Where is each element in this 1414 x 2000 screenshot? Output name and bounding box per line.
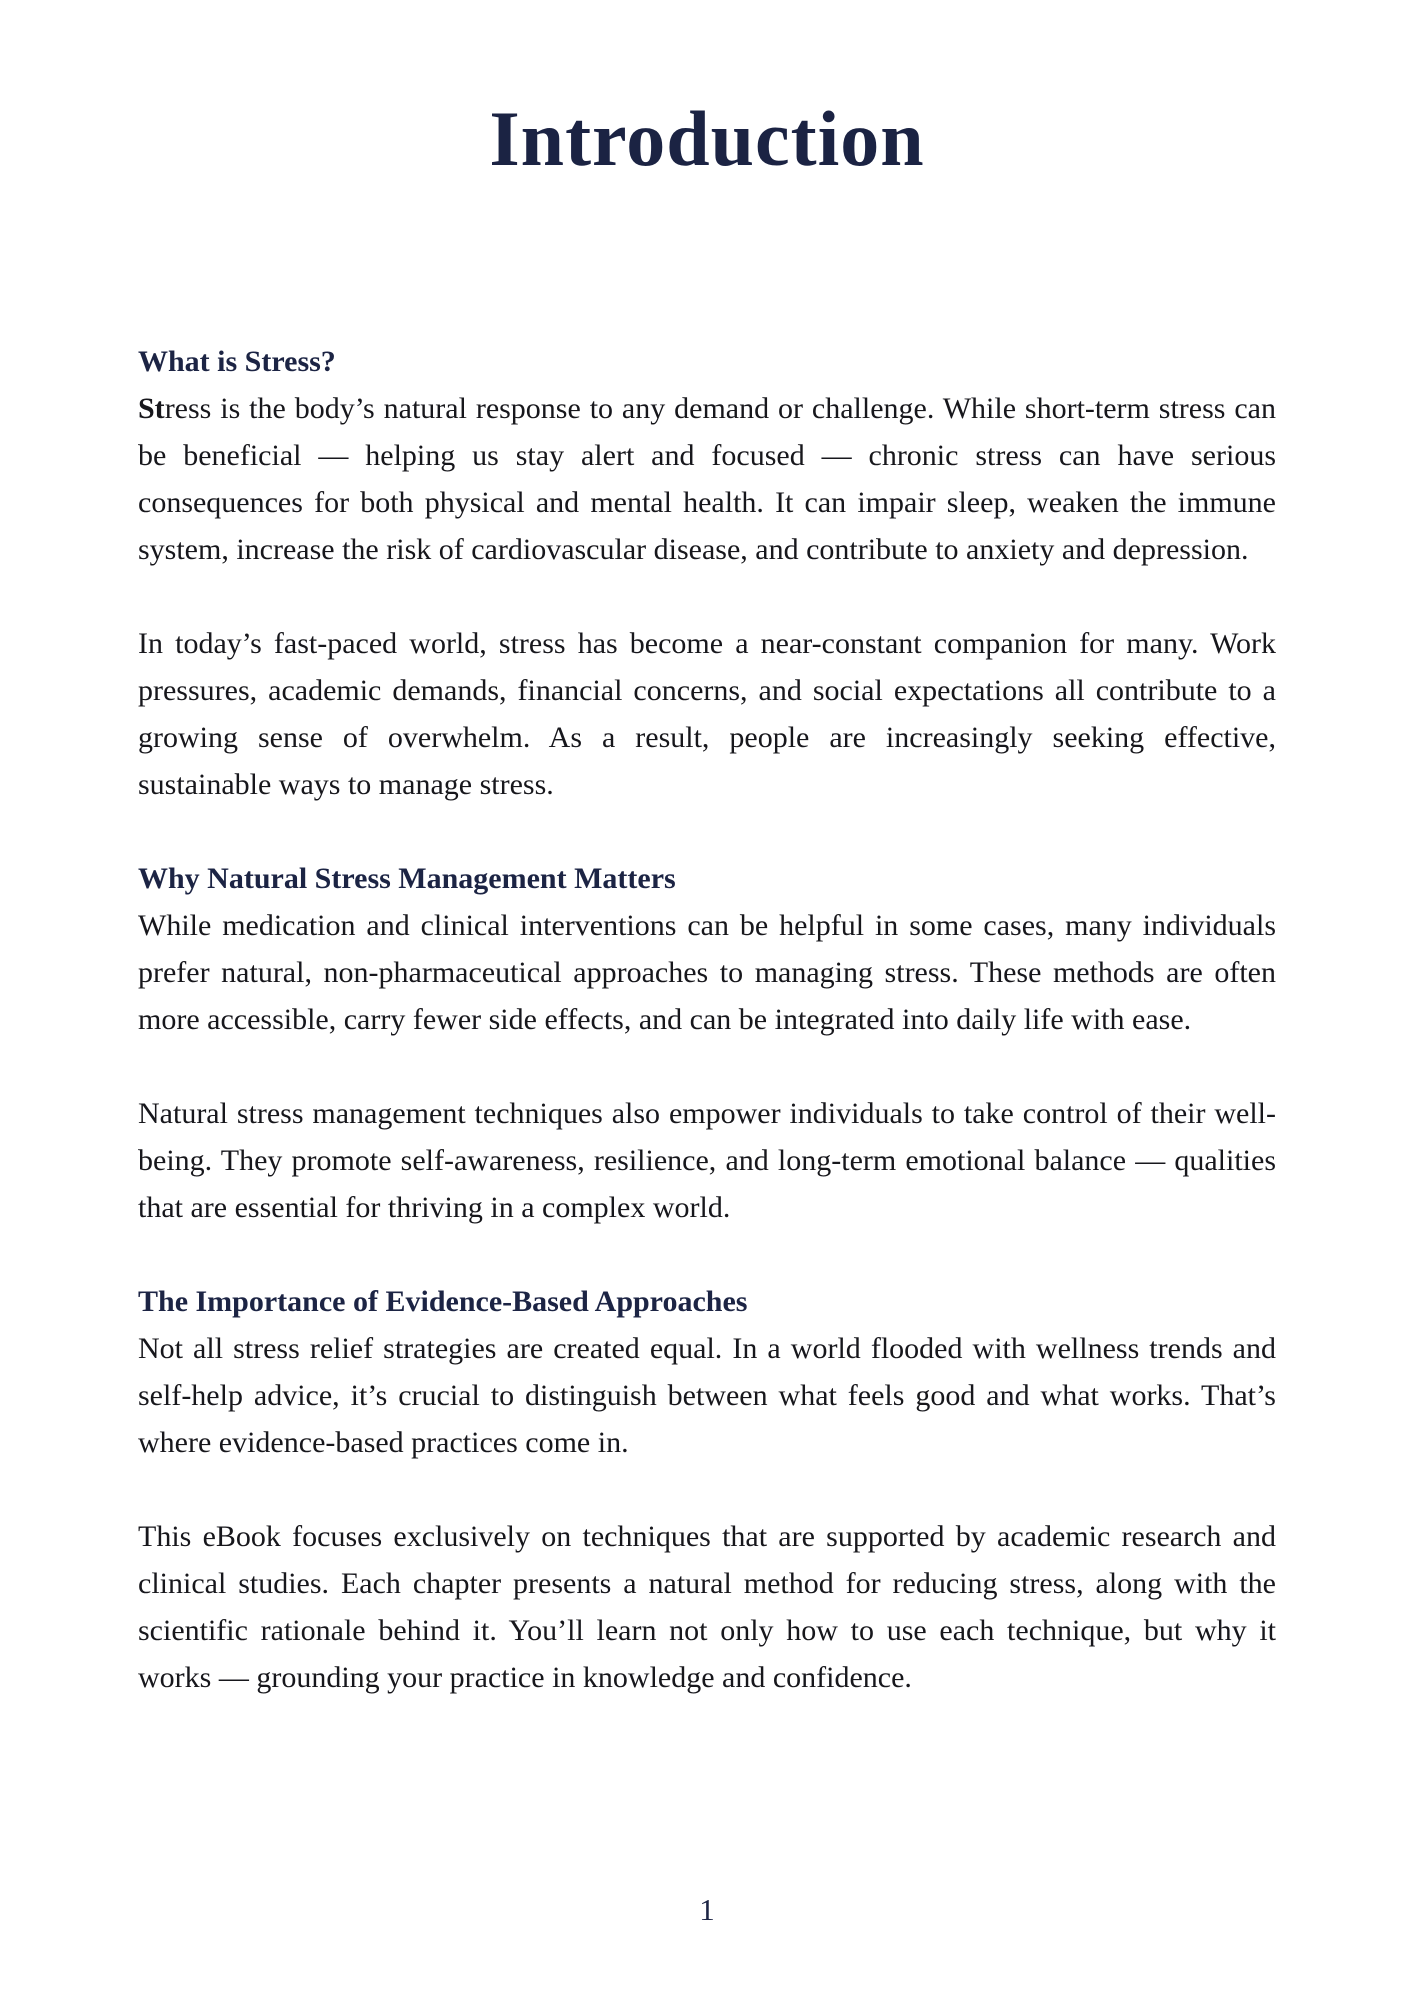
section-heading: The Importance of Evidence-Based Approaches: [138, 1284, 748, 1318]
page-number: 1: [699, 1892, 715, 1927]
paragraph-text: While medication and clinical interventions can be helpful in some cases, many individuals prefer natural, non-pharmaceutical approaches to managing stress. These methods are often more accessible, carry fewer side effects, and can be integrated into daily life with ease.: [138, 908, 1276, 1036]
page-content: [138, 0, 1276, 1701]
paragraph: [138, 1513, 1276, 1701]
paragraph-text: Natural stress management techniques also empower individuals to take control of their well-being. They promote self-awareness, resilience, and long-term emotional balance — qualities that are essential for thriving in a complex world.: [138, 1096, 1276, 1224]
paragraph-text: This eBook focuses exclusively on techniques that are supported by academic research and clinical studies. Each chapter presents a natural method for reducing stress, along with the scientific rationale behind it. You’ll learn not only how to use each technique, but why it works — grounding your practice in knowledge and confidence.: [138, 1519, 1276, 1694]
paragraph: [138, 620, 1276, 808]
page-title: Introduction: [489, 95, 925, 182]
paragraph: [138, 385, 1276, 573]
paragraph: [138, 1090, 1276, 1231]
section-heading: What is Stress?: [138, 344, 336, 378]
paragraph-text: Not all stress relief strategies are created equal. In a world flooded with wellness trends and self-help advice, it’s crucial to distinguish between what feels good and what works. That’s where evidence-based practices come in.: [138, 1331, 1276, 1459]
paragraph-text: ress is the body’s natural response to any demand or challenge. While short-term stress can be beneficial — helping us stay alert and focused — chronic stress can have serious consequences for both physical and mental health. It can impair sleep, weaken the immune system, increase the risk of cardiovascular disease, and contribute to anxiety and depression.: [138, 391, 1276, 566]
paragraph-lead-in: St: [138, 391, 165, 425]
section-evidence-based: [138, 1278, 1276, 1701]
section-heading: Why Natural Stress Management Matters: [138, 861, 676, 895]
paragraph: [138, 902, 1276, 1043]
section-what-is-stress: [138, 338, 1276, 808]
paragraph-text: In today’s fast-paced world, stress has become a near-constant companion for many. Work pressures, academic demands, financial concerns, and social expectations all contribute to a growing sense of overwhelm. As a result, people are increasingly seeking effective, sustainable ways to manage stress.: [138, 626, 1276, 801]
section-why-natural-matters: [138, 855, 1276, 1231]
paragraph: [138, 1325, 1276, 1466]
